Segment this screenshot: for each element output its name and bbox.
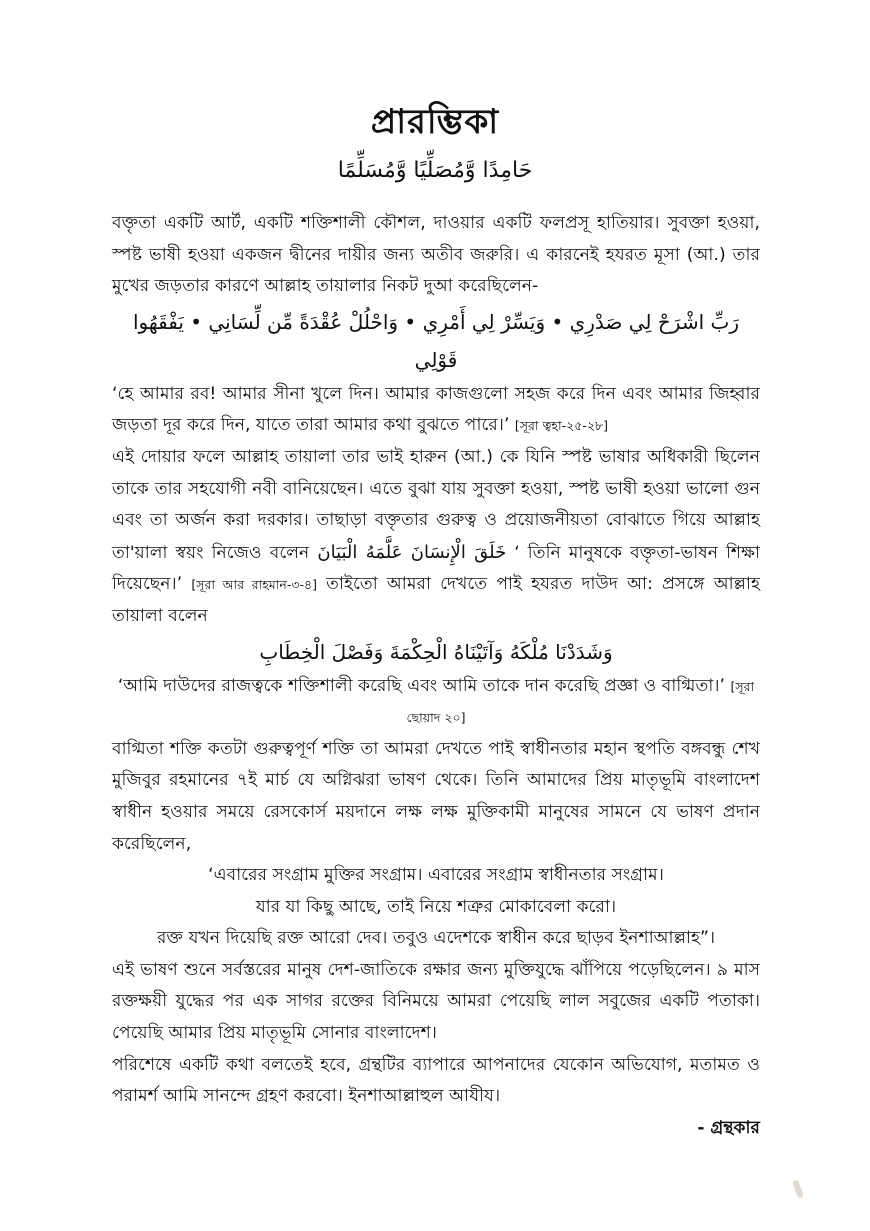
speech-outcome-paragraph: এই ভাষণ শুনে সর্বস্তরের মানুষ দেশ-জাতিকে রক্ষার জন্য মুক্তিযুদ্ধে ঝাঁপিয়ে পড়েছিলেন। ৯ মাস রক্তক্ষয়ী যুদ্ধের পর এক সাগর রক্তের বিনিময়ে আমরা পেয়েছি লাল সবুজের একটি পতাকা। পেয়েছি আমার প্রিয় মাতৃভূমি সোনার বাংলাদেশ। xyxy=(112,959,760,1044)
author-signature: - গ্রন্থকার xyxy=(697,1117,760,1138)
speech-quote-line: রক্ত যখন দিয়েছি রক্ত আরো দেব। তবুও এদেশকে স্বাধীন করে ছাড়ব ইনশাআল্লাহ”। xyxy=(156,928,716,949)
arabic-salutation: حَامِدًا وَّمُصَلِّيًا وَّمُسَلِّمًا xyxy=(337,158,533,183)
dawud-translation-paragraph xyxy=(112,671,760,734)
rahman-translation: ‘ তিনি মানুষকে বক্তৃতা-ভাষন শিক্ষা দিয়েছেন।’ xyxy=(112,542,761,595)
dawud-translation: ‘আমি দাউদের রাজত্বকে শক্তিশালী করেছি এবং আমি তাকে দান করেছি প্রজ্ঞা ও বাগ্মিতা।’ xyxy=(117,675,726,696)
speech-quote-line: যার যা কিছু আছে, তাই নিয়ে শত্রুর মোকাবেলা করো। xyxy=(255,896,617,917)
dawud-reference: [সূরা ছোয়াদ ২০] xyxy=(406,678,755,726)
dua-translation-paragraph xyxy=(112,379,760,442)
harun-paragraph xyxy=(112,442,760,633)
paper-smudge xyxy=(792,1180,804,1199)
harun-text: এই দোয়ার ফলে আল্লাহ তায়ালা তার ভাই হারুন (আ.) কে যিনি স্পষ্ট ভাষার অধিকারী ছিলেন তাকে তার সহযোগী নবী বানিয়েছেন। এতে বুঝা যায় সুবক্তা হওয়া, স্পষ্ট ভাষী হওয়া ভালো গুন এবং তা অর্জন করা দরকার। তাছাড়া বক্তৃতার গুরুত্ব ও প্রয়োজনীয়তা বোঝাতে গিয়ে আল্লাহ তা'য়ালা স্বয়ং নিজেও বলেন xyxy=(112,446,760,563)
closing-paragraph: পরিশেষে একটি কথা বলতেই হবে, গ্রন্থটির ব্যাপারে আপনাদের যেকোন অভিযোগ, মতামত ও পরামর্শ আমি সানন্দে গ্রহণ করবো। ইনশাআল্লাহুল আযীয। xyxy=(112,1054,760,1107)
rahman-ayah-arabic: خَلَقَ الْإِنسَانَ عَلَّمَهُ الْبَيَانَ xyxy=(317,541,507,563)
intro-paragraph: বক্তৃতা একটি আর্ট, একটি শক্তিশালী কৌশল, দাওয়ার একটি ফলপ্রসূ হাতিয়ার। সুবক্তা হওয়া, স্পষ্ট ভাষী হওয়া একজন দ্বীনের দায়ীর জন্য অতীব জরুরি। এ কারনেই হযরত মূসা (আ.) তার মুখের জড়তার কারণে আল্লাহ তায়ালার নিকট দুআ করেছিলেন- xyxy=(112,213,760,297)
dua-arabic: رَبِّ اشْرَحْ لِي صَدْرِي • وَيَسِّرْ لِي أَمْرِي • وَاحْلُلْ عُقْدَةً مِّن لِّسَانِي • يَفْقَهُوا قَوْلِي xyxy=(132,309,739,372)
dua-reference: [সূরা ত্বহা-২৫-২৮] xyxy=(514,418,608,434)
rahman-reference: [সূরা আর রাহমান-৩-৪] xyxy=(191,577,317,593)
speech-quote-line: ‘এবারের সংগ্রাম মুক্তির সংগ্রাম। এবারের সংগ্রাম স্বাধীনতার সংগ্রাম। xyxy=(208,865,664,886)
harun-text-end: তাইতো আমরা দেখতে পাই হযরত দাউদ আ: প্রসঙ্গে আল্লাহ তায়ালা বলেন xyxy=(112,574,760,626)
dua-translation: ‘হে আমার রব! আমার সীনা খুলে দিন। আমার কাজগুলো সহজ করে দিন এবং আমার জিহ্বার জড়তা দূর করে দিন, যাতে তারা আমার কথা বুঝতে পারে।’ xyxy=(112,383,760,436)
dawud-ayah-arabic: وَشَدَدْنَا مُلْكَهُ وَآتَيْنَاهُ الْحِكْمَةَ وَفَصْلَ الْخِطَابِ xyxy=(259,639,613,664)
speech-intro-paragraph: বাগ্মিতা শক্তি কতটা গুরুত্বপূর্ণ শক্তি তা আমরা দেখতে পাই স্বাধীনতার মহান স্থপতি বঙ্গবন্ধু শেখ মুজিবুর রহমানের ৭ই মার্চ যে অগ্নিঝরা ভাষণ থেকে। তিনি আমাদের প্রিয় মাতৃভূমি বাংলাদেশ স্বাধীন হওয়ার সময়ে রেসকোর্স ময়দানে লক্ষ লক্ষ মুক্তিকামী মানুষের সামনে যে ভাষণ প্রদান করেছিলেন, xyxy=(112,738,760,854)
body-text xyxy=(112,208,760,1144)
page-title: প্রারম্ভিকা xyxy=(370,102,500,142)
